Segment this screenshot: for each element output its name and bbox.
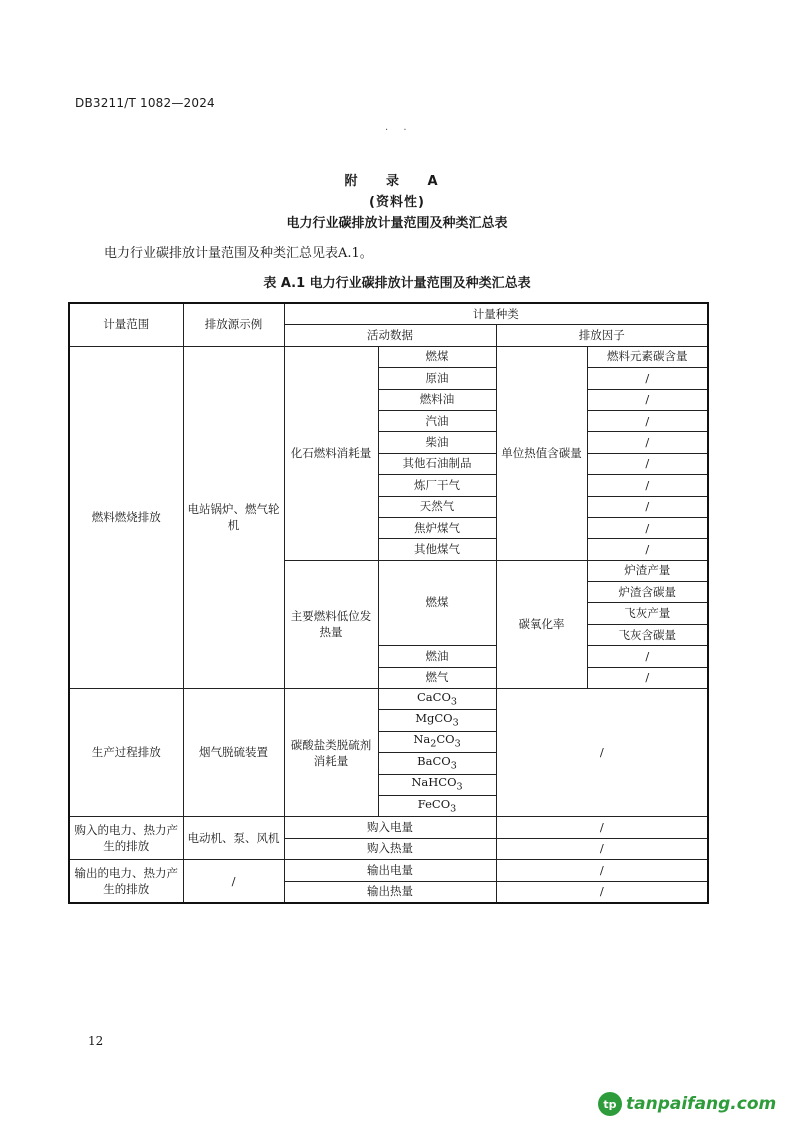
purchased-item: 购入热量 (284, 838, 496, 859)
oxidation-item: 炉渣产量 (587, 560, 708, 581)
annex-title: 附 录 A (344, 174, 450, 189)
carbonate-item: NaHCO$_3$ (378, 774, 496, 795)
fuel-item: 柴油 (378, 432, 496, 453)
header-dots: . . (385, 122, 413, 133)
leaf-logo-icon: tp (598, 1092, 622, 1116)
purchased-value: / (496, 817, 708, 838)
factor-value: 燃料元素碳含量 (587, 346, 708, 367)
fuel-item: 原油 (378, 368, 496, 389)
watermark (598, 1090, 776, 1118)
purchased-scope: 购入的电力、热力产生的排放 (69, 817, 183, 860)
exported-scope: 输出的电力、热力产生的排放 (69, 860, 183, 903)
exported-value: / (496, 860, 708, 881)
oxidation-label: 碳氧化率 (496, 560, 587, 688)
lhv-label: 主要燃料低位发热量 (284, 560, 378, 688)
page-number: 12 (88, 1034, 104, 1048)
lhv-gas: 燃气 (378, 667, 496, 688)
desulfurizer-label: 碳酸盐类脱硫剂消耗量 (284, 689, 378, 817)
purchased-item: 购入电量 (284, 817, 496, 838)
process-scope: 生产过程排放 (69, 689, 183, 817)
fuel-item: 炼厂干气 (378, 475, 496, 496)
header-factor: 排放因子 (496, 325, 708, 346)
carbonate-item: CaCO$_3$ (378, 689, 496, 710)
process-value: / (496, 689, 708, 817)
header-activity: 活动数据 (284, 325, 496, 346)
fuel-scope: 燃料燃烧排放 (69, 346, 183, 688)
annex-nature: (资料性) (369, 195, 425, 210)
summary-table (68, 302, 709, 904)
carbonate-item: BaCO$_3$ (378, 753, 496, 774)
fuel-item: 天然气 (378, 496, 496, 517)
standard-code: DB3211/T 1082—2024 (75, 96, 215, 110)
factor-value: / (587, 475, 708, 496)
oxidation-item: 炉渣含碳量 (587, 582, 708, 603)
watermark-text: tanpaifang.com (626, 1094, 777, 1114)
header-source: 排放源示例 (183, 303, 284, 346)
factor-value: / (587, 517, 708, 538)
factor-value: / (587, 432, 708, 453)
factor-value: / (587, 389, 708, 410)
purchased-source: 电动机、泵、风机 (183, 817, 284, 860)
header-kind: 计量种类 (284, 303, 708, 325)
exported-value: / (496, 881, 708, 903)
exported-item: 输出电量 (284, 860, 496, 881)
fuel-source: 电站锅炉、燃气轮机 (183, 346, 284, 688)
factor-value: / (587, 453, 708, 474)
unit-carbon-label: 单位热值含碳量 (496, 346, 587, 560)
factor-value: / (587, 496, 708, 517)
factor-value: / (587, 539, 708, 560)
fuel-item: 其他煤气 (378, 539, 496, 560)
intro-paragraph: 电力行业碳排放计量范围及种类汇总见表A.1。 (104, 246, 373, 261)
factor-value: / (587, 410, 708, 431)
fossil-fuel-label: 化石燃料消耗量 (284, 346, 378, 560)
lhv-oil: 燃油 (378, 646, 496, 667)
factor-value: / (587, 368, 708, 389)
fuel-item: 汽油 (378, 410, 496, 431)
carbonate-item: FeCO$_3$ (378, 795, 496, 816)
fuel-item: 燃料油 (378, 389, 496, 410)
carbonate-item: MgCO$_3$ (378, 710, 496, 731)
purchased-value: / (496, 838, 708, 859)
process-source: 烟气脱硫装置 (183, 689, 284, 817)
table-caption: 表 A.1 电力行业碳排放计量范围及种类汇总表 (263, 276, 531, 291)
annex-name: 电力行业碳排放计量范围及种类汇总表 (286, 216, 508, 231)
oxidation-item: 飞灰产量 (587, 603, 708, 624)
oxidation-item: 飞灰含碳量 (587, 624, 708, 645)
gas-value: / (587, 667, 708, 688)
carbonate-item: $Na_2CO_3$ (378, 731, 496, 752)
oil-value: / (587, 646, 708, 667)
fuel-item: 焦炉煤气 (378, 517, 496, 538)
fuel-item: 燃煤 (378, 346, 496, 367)
lhv-coal: 燃煤 (378, 560, 496, 646)
header-scope: 计量范围 (69, 303, 183, 346)
exported-item: 输出热量 (284, 881, 496, 903)
fuel-item: 其他石油制品 (378, 453, 496, 474)
exported-source: / (183, 860, 284, 903)
